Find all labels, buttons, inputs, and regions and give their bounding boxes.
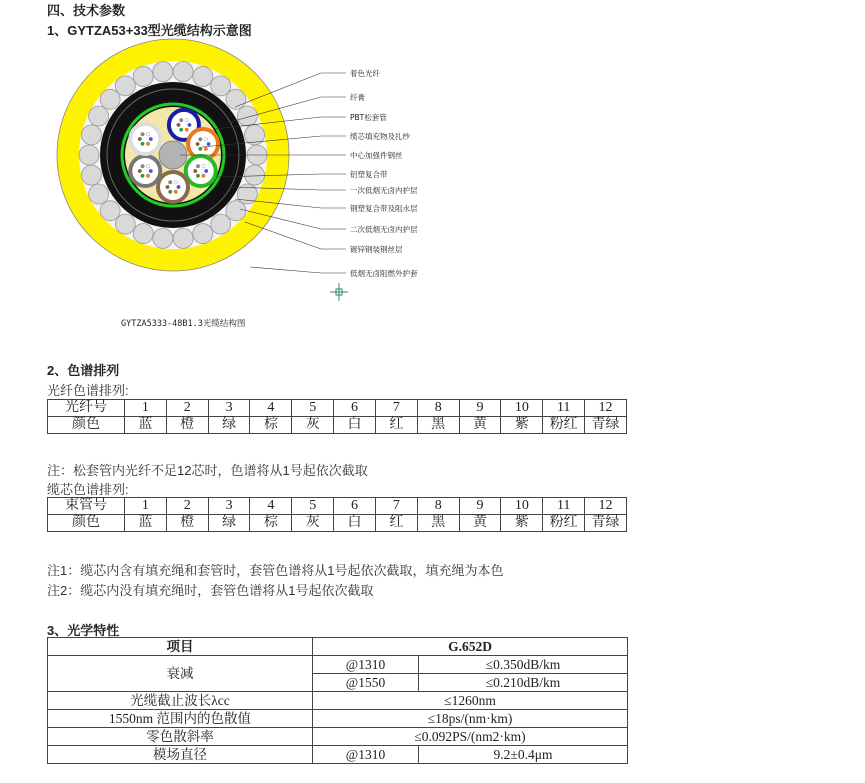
armor-wire	[211, 214, 231, 234]
fiber	[196, 164, 200, 168]
fiber	[146, 164, 150, 168]
fiber	[177, 123, 181, 127]
fiber-number-cell: 2	[166, 400, 208, 417]
color-heading: 2、色谱排列	[47, 363, 120, 378]
fiber	[204, 147, 208, 151]
tube-color-row	[48, 515, 627, 532]
diagram-heading: 1、GYTZA53+33型光缆结构示意图	[47, 23, 252, 38]
label-texts	[350, 68, 418, 278]
armor-wire	[81, 165, 101, 185]
fiber	[199, 147, 203, 151]
fiber	[193, 169, 197, 173]
fiber	[146, 142, 150, 146]
tube-note-1: 注1：缆芯内含有填充绳和套管时，套管色谱将从1号起依次截取，填充绳为本色	[47, 563, 504, 578]
component-label: 中心加强件钢丝	[350, 151, 403, 160]
fiber-color-cell: 黄	[459, 417, 501, 434]
tube-number-cell: 11	[543, 498, 585, 515]
fiber-number-cell: 11	[543, 400, 585, 417]
fiber	[141, 142, 145, 146]
tube-color-cell: 黄	[459, 515, 501, 532]
armor-wire	[173, 62, 193, 82]
fiber	[149, 137, 153, 141]
fiber-color-cell: 白	[334, 417, 376, 434]
tube-color-header: 颜色	[48, 515, 125, 532]
fiber-number-cell: 5	[292, 400, 334, 417]
fiber	[174, 190, 178, 194]
component-label: 低烟无卤阻燃外护套	[350, 269, 418, 278]
component-label: PBT松套管	[350, 113, 387, 122]
tube-color-cell: 蓝	[125, 515, 167, 532]
tube-number-cell: 9	[459, 498, 501, 515]
tube-number-cell: 6	[334, 498, 376, 515]
fiber	[168, 180, 172, 184]
slope-value: ≤0.092PS/(nm2·km)	[313, 728, 628, 746]
cutoff-row	[48, 692, 628, 710]
loose-tube	[158, 172, 188, 202]
fiber	[141, 132, 145, 136]
fiber-number-row	[48, 400, 627, 417]
fiber-note: 注：松套管内光纤不足12芯时，色谱将从1号起依次截取	[47, 463, 368, 478]
fiber-table-caption: 光纤色谱排列:	[47, 383, 129, 398]
fiber	[177, 185, 181, 189]
tube-note-2: 注2：缆芯内没有填充绳时，套管色谱将从1号起依次截取	[47, 583, 374, 598]
fiber-color-cell: 橙	[166, 417, 208, 434]
fiber	[196, 174, 200, 178]
loose-tube	[186, 156, 216, 186]
fiber	[207, 142, 211, 146]
armor-wire	[79, 145, 99, 165]
tube-table-caption: 缆芯色谱排列:	[47, 482, 129, 497]
attenuation-1310-value: ≤0.350dB/km	[419, 656, 628, 674]
tube-color-cell: 棕	[250, 515, 292, 532]
fiber	[149, 169, 153, 173]
fiber-color-cell: 粉红	[543, 417, 585, 434]
fiber	[202, 164, 206, 168]
optical-heading: 3、光学特性	[47, 623, 120, 638]
cutoff-label: 光缆截止波长λcc	[48, 692, 313, 710]
fiber	[168, 190, 172, 194]
fiber-number-cell: 1	[125, 400, 167, 417]
fiber-color-table	[47, 399, 627, 434]
optical-characteristics-table	[47, 637, 628, 764]
component-label: 缆芯填充物及扎纱	[350, 132, 410, 141]
fiber-color-cell: 黑	[417, 417, 459, 434]
slope-label: 零色散斜率	[48, 728, 313, 746]
armor-wire	[133, 224, 153, 244]
tube-color-cell: 紫	[501, 515, 543, 532]
fiber	[185, 128, 189, 132]
armor-wire	[226, 89, 246, 109]
fiber	[179, 118, 183, 122]
fiber-color-cell: 灰	[292, 417, 334, 434]
fiber-color-cell: 蓝	[125, 417, 167, 434]
tube-number-row	[48, 498, 627, 515]
fiber-color-cell: 青绿	[585, 417, 627, 434]
component-label: 钢塑复合带及阻水层	[350, 204, 418, 213]
armor-wire	[193, 66, 213, 86]
diagram-caption: GYTZA5333-48B1.3光缆结构图	[121, 319, 246, 329]
tube-number-cell: 4	[250, 498, 292, 515]
armor-wire	[89, 106, 109, 126]
mfd-value: 9.2±0.4μm	[419, 746, 628, 764]
armor-wire	[245, 165, 265, 185]
component-label: 一次低烟无卤内护层	[350, 186, 418, 195]
fiber-number-cell: 10	[501, 400, 543, 417]
dispersion-label: 1550nm 范围内的色散值	[48, 710, 313, 728]
fiber	[141, 174, 145, 178]
mfd-wavelength: @1310	[313, 746, 419, 764]
tube-number-cell: 8	[417, 498, 459, 515]
fiber-number-cell: 9	[459, 400, 501, 417]
leader-line	[250, 267, 321, 273]
fiber-number-cell: 4	[250, 400, 292, 417]
tube-color-cell: 白	[334, 515, 376, 532]
component-label: 铝塑复合带	[350, 170, 388, 179]
tube-number-cell: 2	[166, 498, 208, 515]
section-title: 四、技术参数	[47, 3, 126, 18]
dispersion-row	[48, 710, 628, 728]
fiber	[179, 128, 183, 132]
tube-color-cell: 粉红	[543, 515, 585, 532]
tube-number-cell: 12	[585, 498, 627, 515]
fiber	[138, 169, 142, 173]
dispersion-value: ≤18ps/(nm·km)	[313, 710, 628, 728]
armor-wire	[100, 201, 120, 221]
component-label: 二次低烟无卤内护层	[350, 225, 418, 234]
armor-wire	[153, 228, 173, 248]
loose-tube	[130, 156, 160, 186]
fiber-number-cell: 6	[334, 400, 376, 417]
fiber-number-cell: 7	[375, 400, 417, 417]
component-label: 镀锌钢装钢丝层	[350, 245, 403, 254]
tube-color-cell: 红	[375, 515, 417, 532]
tube-number-cell: 1	[125, 498, 167, 515]
tube-number-header: 束管号	[48, 498, 125, 515]
crosshair-marker	[330, 283, 348, 301]
fiber	[185, 118, 189, 122]
fiber-number-cell: 12	[585, 400, 627, 417]
tube-number-cell: 10	[501, 498, 543, 515]
fiber	[174, 180, 178, 184]
fiber	[141, 164, 145, 168]
attenuation-label: 衰减	[48, 656, 313, 692]
component-label: 纤膏	[350, 93, 365, 102]
loose-tube	[130, 124, 160, 154]
fiber	[146, 174, 150, 178]
tube-number-cell: 5	[292, 498, 334, 515]
tube-number-cell: 3	[208, 498, 250, 515]
armor-wire	[193, 224, 213, 244]
fiber	[166, 185, 170, 189]
fiber	[146, 132, 150, 136]
fiber-number-header: 光纤号	[48, 400, 125, 417]
fiber	[202, 174, 206, 178]
wavelength-1310: @1310	[313, 656, 419, 674]
armor-wire	[133, 66, 153, 86]
attenuation-1550-value: ≤0.210dB/km	[419, 674, 628, 692]
tube-number-cell: 7	[375, 498, 417, 515]
fiber	[204, 169, 208, 173]
fiber	[204, 137, 208, 141]
optical-header-row	[48, 638, 628, 656]
armor-wire	[81, 125, 101, 145]
fiber-color-cell: 绿	[208, 417, 250, 434]
fiber	[199, 137, 203, 141]
fiber-color-header: 颜色	[48, 417, 125, 434]
armor-wire	[153, 62, 173, 82]
tube-color-cell: 青绿	[585, 515, 627, 532]
armor-wire	[173, 228, 193, 248]
fiber	[188, 123, 192, 127]
tube-color-cell: 绿	[208, 515, 250, 532]
wavelength-1550: @1550	[313, 674, 419, 692]
item-header: 项目	[48, 638, 313, 656]
slope-row	[48, 728, 628, 746]
cable-structure-diagram	[40, 37, 460, 337]
fiber-number-cell: 3	[208, 400, 250, 417]
armor-wire	[89, 184, 109, 204]
tube-color-cell: 黑	[417, 515, 459, 532]
component-label: 着色光纤	[350, 69, 380, 78]
fiber	[196, 142, 200, 146]
tube-color-cell: 灰	[292, 515, 334, 532]
tube-color-cell: 橙	[166, 515, 208, 532]
cutoff-value: ≤1260nm	[313, 692, 628, 710]
armor-wire	[115, 76, 135, 96]
armor-wire	[237, 106, 257, 126]
mfd-label: 模场直径	[48, 746, 313, 764]
mfd-row	[48, 746, 628, 764]
fiber-number-cell: 8	[417, 400, 459, 417]
tube-color-table	[47, 497, 627, 532]
fiber-color-cell: 紫	[501, 417, 543, 434]
fiber-color-cell: 红	[375, 417, 417, 434]
attenuation-row-1310	[48, 656, 628, 674]
fiber-color-cell: 棕	[250, 417, 292, 434]
fiber-color-row	[48, 417, 627, 434]
fiber	[138, 137, 142, 141]
fiber-type-header: G.652D	[313, 638, 628, 656]
